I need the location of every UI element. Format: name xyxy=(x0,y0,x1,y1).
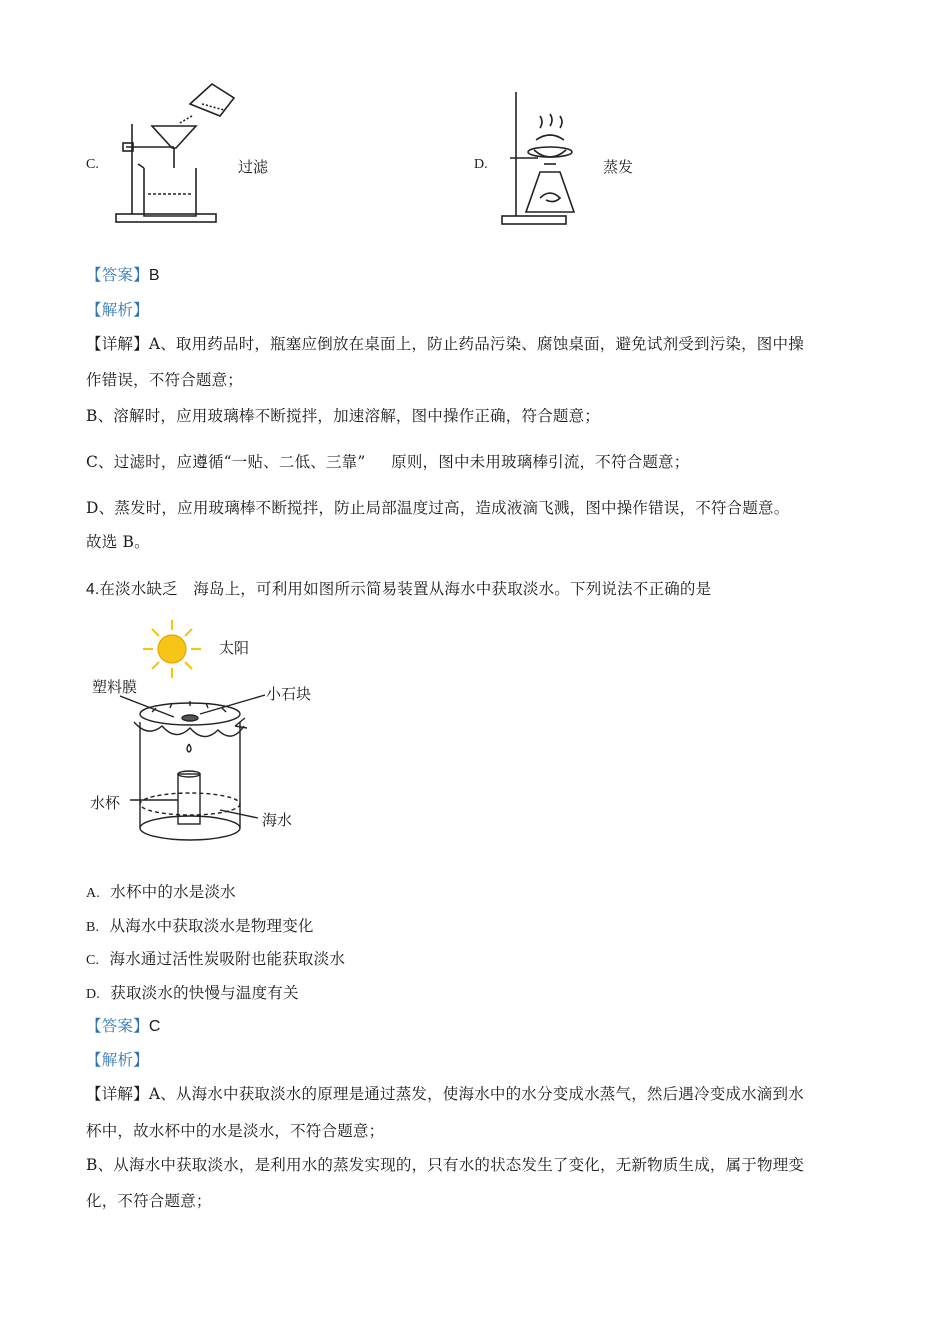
evaporation-apparatus-figure xyxy=(500,90,600,228)
option-a xyxy=(86,880,236,902)
answer-tag: 【答案】 xyxy=(86,266,149,284)
option-letter: A. xyxy=(86,886,101,901)
answer-value: C xyxy=(148,1018,161,1035)
q3-answer-line xyxy=(86,263,160,285)
option-text: 海水通过活性炭吸附也能获取淡水 xyxy=(109,950,346,968)
q3-detail-line-5: D、蒸发时，应用玻璃棒不断搅拌，防止局部温度过高，造成液滴飞溅，图中操作错误，不符合题意。 xyxy=(86,499,790,517)
option-d-letter: D. xyxy=(474,157,488,172)
q3-conclusion: 故选 B。 xyxy=(86,533,150,551)
detail-text: A、取用药品时，瓶塞应倒放在桌面上，防止药品污染、腐蚀桌面，避免试剂受到污染，图中操 xyxy=(148,335,804,353)
q4-stem xyxy=(86,577,711,599)
analysis-tag: 【解析】 xyxy=(86,301,149,319)
sun-icon xyxy=(143,620,201,678)
label-seawater: 海水 xyxy=(262,811,293,829)
answer-value: B xyxy=(148,267,160,284)
option-b xyxy=(86,914,314,936)
label-small-stone: 小石块 xyxy=(266,685,312,703)
q4-detail-line-2: 杯中，故水杯中的水是淡水，不符合题意； xyxy=(86,1122,385,1140)
q4-detail-line-1 xyxy=(86,1082,804,1104)
analysis-tag: 【解析】 xyxy=(86,1051,149,1069)
option-text: 水杯中的水是淡水 xyxy=(110,883,236,901)
option-text: 获取淡水的快慢与温度有关 xyxy=(110,984,299,1002)
label-plastic-film: 塑料膜 xyxy=(92,678,138,696)
detail-tag: 【详解】 xyxy=(86,1085,149,1103)
detail-text: A、从海水中获取淡水的原理是通过蒸发，使海水中的水分变成水蒸气，然后遇冷变成水滴到水 xyxy=(148,1085,804,1103)
question-number: 4. xyxy=(86,581,100,598)
label-sun: 太阳 xyxy=(219,639,250,657)
q4-answer-line xyxy=(86,1014,161,1036)
option-c-caption: 过滤 xyxy=(238,158,269,176)
q3-detail-line-1 xyxy=(86,332,804,354)
option-c xyxy=(86,947,345,969)
option-text: 从海水中获取淡水是物理变化 xyxy=(109,917,314,935)
option-letter: C. xyxy=(86,953,100,968)
option-c-letter: C. xyxy=(86,157,99,172)
q3-detail-line-3: B、溶解时，应用玻璃棒不断搅拌，加速溶解，图中操作正确，符合题意； xyxy=(86,407,600,425)
detail-tag: 【详解】 xyxy=(86,335,149,353)
q4-detail-line-4: 化，不符合题意； xyxy=(86,1192,212,1210)
option-d-caption: 蒸发 xyxy=(603,158,634,176)
option-letter: B. xyxy=(86,920,100,935)
answer-tag: 【答案】 xyxy=(86,1017,149,1035)
q3-detail-line-2: 作错误，不符合题意； xyxy=(86,371,244,389)
q3-detail-line-4: C、过滤时，应遵循“一贴、二低、三靠” 原则，图中未用玻璃棒引流，不符合题意； xyxy=(86,453,690,471)
label-water-cup: 水杯 xyxy=(90,794,121,812)
solar-still-figure xyxy=(90,618,330,854)
q4-detail-line-3: B、从海水中获取淡水，是利用水的蒸发实现的，只有水的状态发生了变化，无新物质生成，属于物理变 xyxy=(86,1156,805,1174)
option-letter: D. xyxy=(86,987,101,1002)
question-text: 在淡水缺乏 海岛上，可利用如图所示简易装置从海水中获取淡水。下列说法不正确的是 xyxy=(99,580,712,598)
filtration-apparatus-figure xyxy=(112,84,242,226)
option-d xyxy=(86,981,299,1003)
